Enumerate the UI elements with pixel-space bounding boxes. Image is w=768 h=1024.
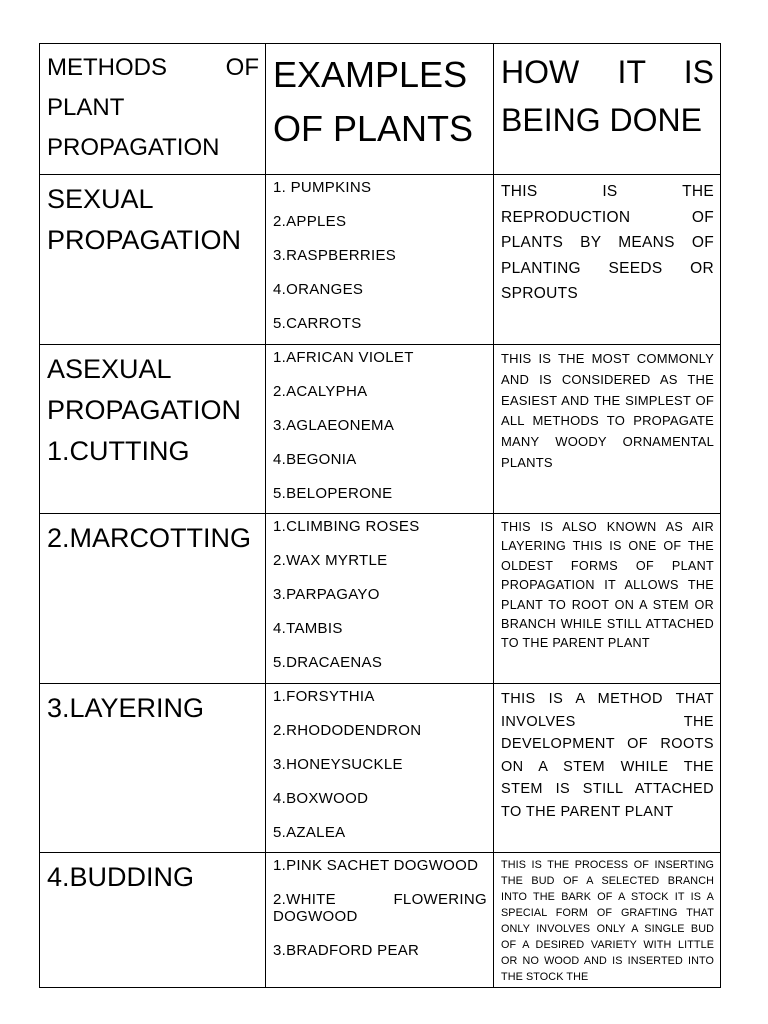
list-item: 2.APPLES [273, 213, 347, 230]
list-item: 3.RASPBERRIES [273, 247, 397, 264]
list-item: 1. PUMPKINS [273, 179, 372, 196]
examples-list [273, 688, 487, 841]
list-item: 3.BRADFORD PEAR [273, 942, 420, 959]
list-item: 1.CLIMBING ROSES [273, 518, 420, 535]
examples-cell [266, 684, 494, 853]
examples-list [273, 349, 487, 502]
list-item: 4.TAMBIS [273, 620, 343, 637]
examples-cell [266, 853, 494, 988]
list-item: 4.BEGONIA [273, 451, 357, 468]
list-item: 4.BOXWOOD [273, 790, 369, 807]
how-cell: THIS IS A METHOD THAT INVOLVES THE DEVELOPMENT OF ROOTS ON A STEM WHILE THE STEM IS STILL ATTACHED TO THE PARENT PLANT [494, 684, 721, 853]
table-row [40, 514, 721, 684]
list-item: 1.AFRICAN VIOLET [273, 349, 414, 366]
header-row [40, 44, 721, 175]
list-item: 5.CARROTS [273, 315, 362, 332]
header-examples: EXAMPLES OF PLANTS [266, 44, 494, 175]
list-item: 2.ACALYPHA [273, 383, 368, 400]
list-item: 5.DRACAENAS [273, 654, 383, 671]
list-item: 2.WHITE FLOWERING DOGWOOD [273, 891, 487, 925]
table-row [40, 684, 721, 853]
examples-cell [266, 175, 494, 345]
examples-list [273, 179, 487, 332]
list-item: 2.RHODODENDRON [273, 722, 422, 739]
method-cell: 2.MARCOTTING [40, 514, 266, 684]
method-cell: 4.BUDDING [40, 853, 266, 988]
method-cell: 3.LAYERING [40, 684, 266, 853]
list-item: 5.BELOPERONE [273, 485, 393, 502]
list-item: 5.AZALEA [273, 824, 346, 841]
list-item: 3.AGLAEONEMA [273, 417, 395, 434]
method-cell: ASEXUAL PROPAGATION 1.CUTTING [40, 345, 266, 514]
header-how: HOW IT IS BEING DONE [494, 44, 721, 175]
list-item: 2.WAX MYRTLE [273, 552, 388, 569]
table-row [40, 175, 721, 345]
method-cell: SEXUAL PROPAGATION [40, 175, 266, 345]
list-item: 4.ORANGES [273, 281, 364, 298]
examples-cell [266, 514, 494, 684]
examples-list [273, 857, 487, 959]
list-item: 1.FORSYTHIA [273, 688, 375, 705]
table-row [40, 345, 721, 514]
examples-cell [266, 345, 494, 514]
table-row [40, 853, 721, 988]
how-cell: THIS IS THE MOST COMMONLY AND IS CONSIDERED AS THE EASIEST AND THE SIMPLEST OF ALL METHODS TO PROPAGATE MANY WOODY ORNAMENTAL PLANTS [494, 345, 721, 514]
propagation-table [39, 43, 721, 988]
examples-list [273, 518, 487, 671]
list-item: 3.PARPAGAYO [273, 586, 380, 603]
how-cell: THIS IS THE PROCESS OF INSERTING THE BUD OF A SELECTED BRANCH INTO THE BARK OF A STOCK IT IS A SPECIAL FORM OF GRAFTING THAT ONLY INVOLVES ONLY A SINGLE BUD OF A DESIRED VARIETY WITH LITTLE OR NO WOOD AND IS INSERTED INTO THE STOCK THE [494, 853, 721, 988]
header-methods: METHODS OF PLANT PROPAGATION [40, 44, 266, 175]
list-item: 3.HONEYSUCKLE [273, 756, 403, 773]
how-cell: THIS IS THE REPRODUCTION OF PLANTS BY MEANS OF PLANTING SEEDS OR SPROUTS [494, 175, 721, 345]
list-item: 1.PINK SACHET DOGWOOD [273, 857, 479, 874]
how-cell: THIS IS ALSO KNOWN AS AIR LAYERING THIS IS ONE OF THE OLDEST FORMS OF PLANT PROPAGATION IT ALLOWS THE PLANT TO ROOT ON A STEM OR BRANCH WHILE STILL ATTACHED TO THE PARENT PLANT [494, 514, 721, 684]
